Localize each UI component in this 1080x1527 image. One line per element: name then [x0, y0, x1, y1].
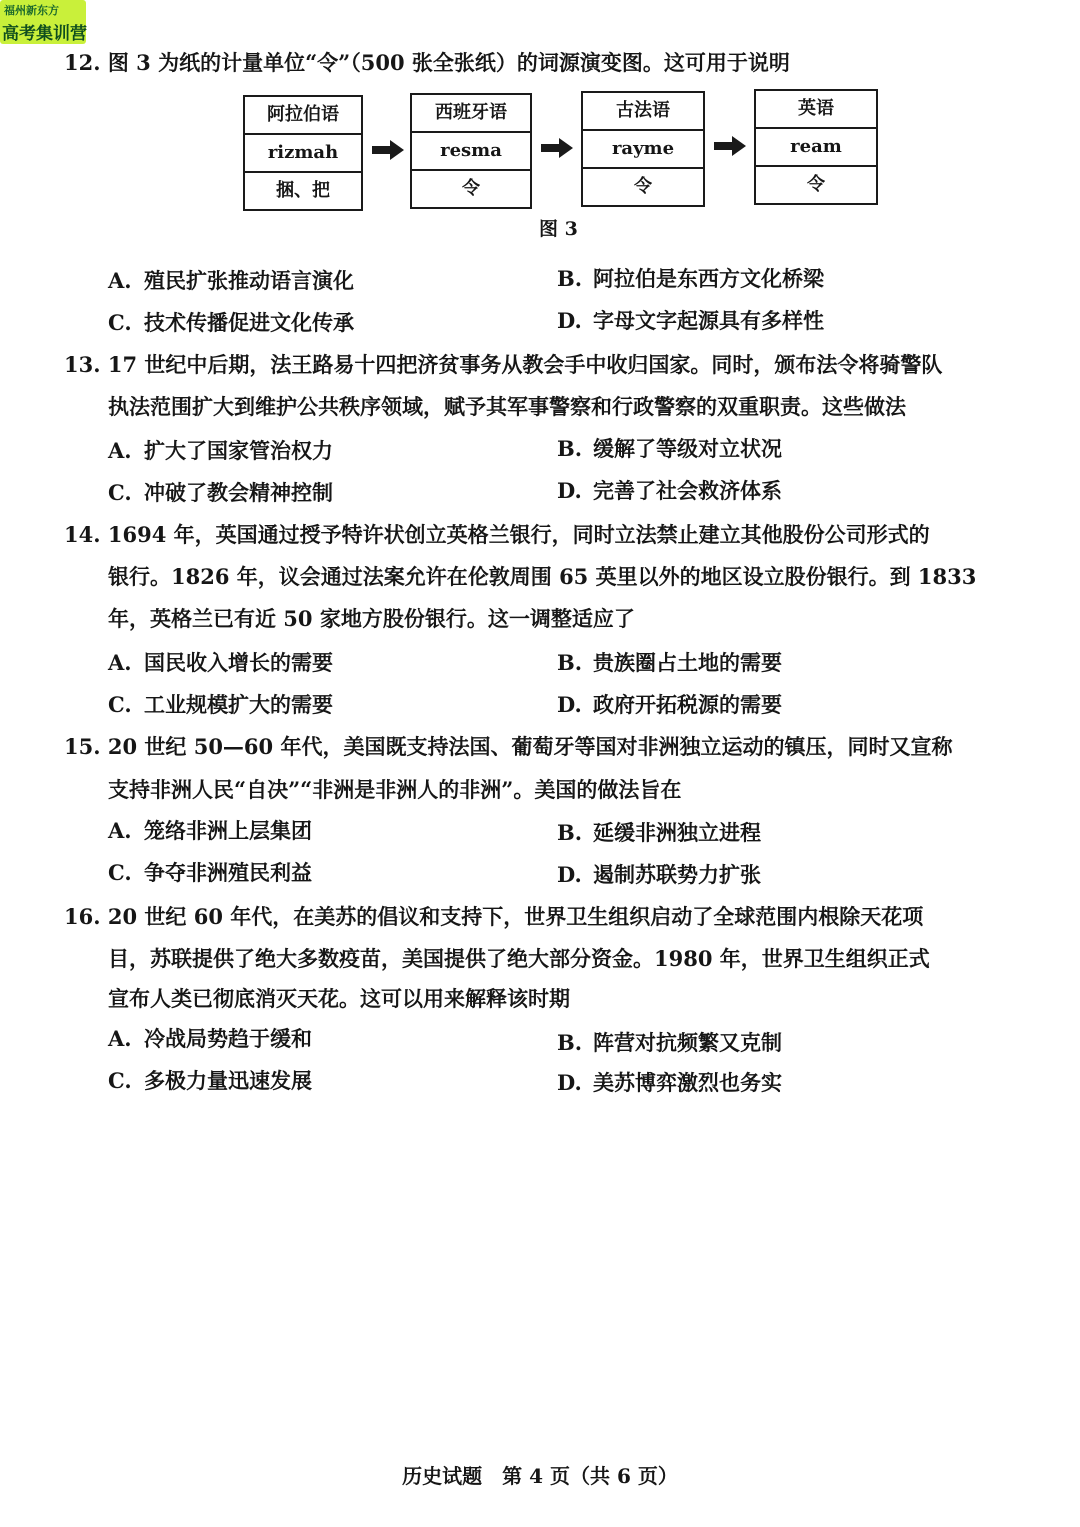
q12-number: 12.	[64, 50, 101, 75]
figure-caption: 图 3	[539, 218, 578, 240]
box-lang: 西班牙语	[412, 95, 530, 133]
q12-option-d[interactable]: D. 字母文字起源具有多样性	[557, 308, 824, 333]
q12-stem-line	[64, 50, 790, 76]
q16-stem-line	[64, 904, 923, 930]
q13-option-d[interactable]: D. 完善了社会救济体系	[557, 478, 782, 503]
etymology-box-english	[754, 89, 878, 205]
q16-line-2: 目，苏联提供了绝大多数疫苗，美国提供了绝大部分资金。1980 年，世界卫生组织正式	[108, 946, 930, 971]
q14-option-b[interactable]: B. 贵族圈占土地的需要	[557, 650, 782, 675]
option-text: 延缓非洲独立进程	[593, 820, 761, 845]
arrow-right-icon	[714, 136, 746, 156]
option-text: 技术传播促进文化传承	[144, 310, 354, 335]
box-lang: 古法语	[583, 93, 703, 131]
q15-option-a[interactable]: A. 笼络非洲上层集团	[108, 818, 312, 843]
option-text: 政府开拓税源的需要	[593, 692, 782, 717]
option-text: 美苏博弈激烈也务实	[593, 1070, 782, 1095]
q12-option-a[interactable]: A. 殖民扩张推动语言演化	[108, 268, 354, 293]
q14-option-d[interactable]: D. 政府开拓税源的需要	[557, 692, 782, 717]
q15-number: 15.	[64, 734, 101, 759]
q14-line-1: 1694 年，英国通过授予特许状创立英格兰银行，同时立法禁止建立其他股份公司形式的	[107, 522, 930, 547]
q13-line-2: 执法范围扩大到维护公共秩序领域，赋予其军事警察和行政警察的双重职责。这些做法	[108, 394, 906, 419]
q15-line-1: 20 世纪 50—60 年代，美国既支持法国、葡萄牙等国对非洲独立运动的镇压，同时又宣称	[107, 734, 953, 759]
q15-option-d[interactable]: D. 遏制苏联势力扩张	[557, 862, 761, 887]
arrow-right-icon	[372, 140, 404, 160]
q16-option-a[interactable]: A. 冷战局势趋于缓和	[108, 1026, 312, 1051]
option-text: 贵族圈占土地的需要	[593, 650, 782, 675]
option-text: 冷战局势趋于缓和	[144, 1026, 312, 1051]
arrow-right-icon	[541, 138, 573, 158]
box-word: ream	[756, 129, 876, 167]
option-text: 国民收入增长的需要	[144, 650, 333, 675]
option-text: 争夺非洲殖民利益	[144, 860, 312, 885]
box-word: rayme	[583, 131, 703, 169]
q13-number: 13.	[64, 352, 101, 377]
option-text: 多极力量迅速发展	[144, 1068, 312, 1093]
q13-stem-line	[64, 352, 942, 378]
q13-option-c[interactable]: C. 冲破了教会精神控制	[108, 480, 333, 505]
option-text: 扩大了国家管治权力	[144, 438, 333, 463]
option-text: 阿拉伯是东西方文化桥梁	[593, 266, 824, 291]
q13-option-b[interactable]: B. 缓解了等级对立状况	[557, 436, 782, 461]
option-text: 字母文字起源具有多样性	[593, 308, 824, 333]
q15-option-b[interactable]: B. 延缓非洲独立进程	[557, 820, 761, 845]
option-text: 工业规模扩大的需要	[144, 692, 333, 717]
q14-line-3: 年，英格兰已有近 50 家地方股份银行。这一调整适应了	[108, 606, 635, 631]
q16-option-c[interactable]: C. 多极力量迅速发展	[108, 1068, 312, 1093]
option-text: 阵营对抗频繁又克制	[593, 1030, 782, 1055]
etymology-box-arabic	[243, 95, 363, 211]
q16-line-1: 20 世纪 60 年代，在美苏的倡议和支持下，世界卫生组织启动了全球范围内根除天花项	[107, 904, 924, 929]
q15-line-2: 支持非洲人民“自决”“非洲是非洲人的非洲”。美国的做法旨在	[108, 777, 682, 802]
box-meaning: 令	[462, 178, 480, 199]
logo-line2: 高考集训营	[2, 24, 87, 44]
box-word: resma	[412, 133, 530, 171]
box-lang: 英语	[756, 91, 876, 129]
q13-line-1: 17 世纪中后期，法王路易十四把济贫事务从教会手中收归国家。同时，颁布法令将骑警队	[107, 352, 943, 377]
box-meaning: 令	[634, 176, 652, 197]
q12-option-b[interactable]: B. 阿拉伯是东西方文化桥梁	[557, 266, 824, 291]
q15-stem-line	[64, 734, 952, 760]
q14-line-2: 银行。1826 年，议会通过法案允许在伦敦周围 65 英里以外的地区设立股份银行。到 1833	[108, 564, 977, 589]
option-text: 殖民扩张推动语言演化	[144, 268, 354, 293]
q12-option-c[interactable]: C. 技术传播促进文化传承	[108, 310, 354, 335]
q16-option-b[interactable]: B. 阵营对抗频繁又克制	[557, 1030, 782, 1055]
box-word: rizmah	[245, 135, 361, 173]
option-text: 遏制苏联势力扩张	[593, 862, 761, 887]
q12-stem: 图 3 为纸的计量单位“令”（500 张全张纸）的词源演变图。这可用于说明	[107, 50, 790, 75]
etymology-box-spanish	[410, 93, 532, 209]
box-meaning: 令	[807, 174, 825, 195]
q16-number: 16.	[64, 904, 101, 929]
q16-option-d[interactable]: D. 美苏博弈激烈也务实	[557, 1070, 782, 1095]
q13-option-a[interactable]: A. 扩大了国家管治权力	[108, 438, 333, 463]
q14-number: 14.	[64, 522, 101, 547]
logo-line1: 福州新东方	[4, 4, 59, 17]
option-text: 缓解了等级对立状况	[593, 436, 782, 461]
box-lang: 阿拉伯语	[245, 97, 361, 135]
option-text: 完善了社会救济体系	[593, 478, 782, 503]
q15-option-c[interactable]: C. 争夺非洲殖民利益	[108, 860, 312, 885]
q14-option-a[interactable]: A. 国民收入增长的需要	[108, 650, 333, 675]
q14-option-c[interactable]: C. 工业规模扩大的需要	[108, 692, 333, 717]
option-text: 冲破了教会精神控制	[144, 480, 333, 505]
option-text: 笼络非洲上层集团	[144, 818, 312, 843]
page-footer: 历史试题 第 4 页（共 6 页）	[402, 1464, 678, 1488]
q16-line-3: 宣布人类已彻底消灭天花。这可以用来解释该时期	[108, 986, 570, 1011]
logo	[0, 0, 86, 44]
q14-stem-line	[64, 522, 930, 548]
etymology-box-old-french	[581, 91, 705, 207]
box-meaning: 捆、把	[276, 180, 330, 201]
